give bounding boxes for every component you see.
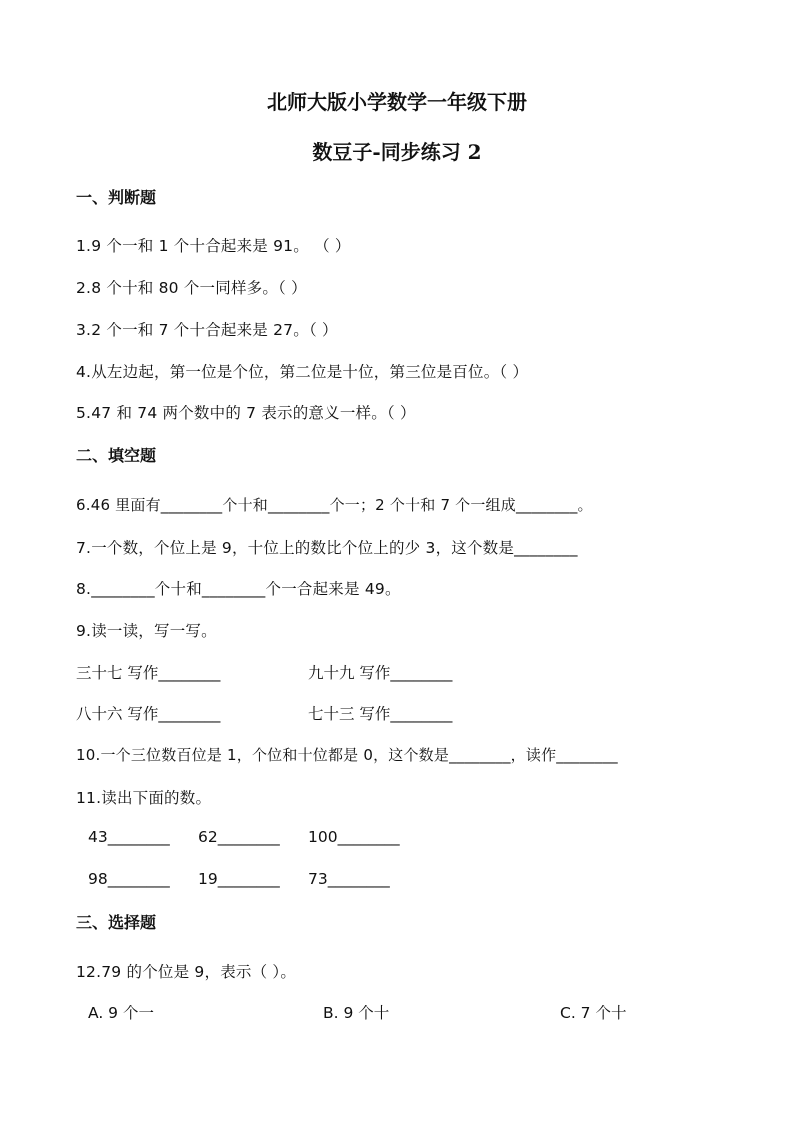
question-9: 9.读一读，写一写。 — [76, 622, 217, 640]
q11-item-2: 62________ — [198, 828, 280, 846]
q11-item-3: 100________ — [308, 828, 400, 846]
question-3: 3.2 个一和 7 个十合起来是 27。（ ） — [76, 321, 338, 339]
q11-item-4: 98________ — [88, 870, 170, 888]
question-5: 5.47 和 74 两个数中的 7 表示的意义一样。（ ） — [76, 404, 416, 422]
section-heading-judge: 一、判断题 — [76, 188, 157, 207]
q12-option-b: B. 9 个十 — [323, 1004, 390, 1022]
q9-item-3: 八十六 写作________ — [76, 705, 221, 723]
q9-item-2: 九十九 写作________ — [308, 664, 453, 682]
q9-item-4: 七十三 写作________ — [308, 705, 453, 723]
question-12: 12.79 的个位是 9，表示（ ）。 — [76, 963, 297, 981]
document-title: 北师大版小学数学一年级下册 — [267, 90, 527, 114]
question-8: 8.________个十和________个一合起来是 49。 — [76, 580, 401, 598]
q11-item-5: 19________ — [198, 870, 280, 888]
q12-option-c: C. 7 个十 — [560, 1004, 627, 1022]
section-heading-fill: 二、填空题 — [76, 446, 157, 465]
q11-item-6: 73________ — [308, 870, 390, 888]
question-6: 6.46 里面有________个十和________个一；2 个十和 7 个一组成________。 — [76, 496, 593, 514]
question-4: 4.从左边起，第一位是个位，第二位是十位，第三位是百位。（ ） — [76, 363, 529, 381]
section-heading-choice: 三、选择题 — [76, 913, 157, 932]
question-1: 1.9 个一和 1 个十合起来是 91。 （ ） — [76, 237, 351, 255]
question-11: 11.读出下面的数。 — [76, 789, 212, 807]
question-2: 2.8 个十和 80 个一同样多。（ ） — [76, 279, 307, 297]
question-10: 10.一个三位数百位是 1，个位和十位都是 0，这个数是________，读作________ — [76, 746, 618, 764]
q12-option-a: A. 9 个一 — [88, 1004, 154, 1022]
question-7: 7.一个数，个位上是 9，十位上的数比个位上的少 3，这个数是________ — [76, 539, 578, 557]
q9-item-1: 三十七 写作________ — [76, 664, 221, 682]
q11-item-1: 43________ — [88, 828, 170, 846]
document-subtitle: 数豆子-同步练习 2 — [312, 140, 482, 164]
